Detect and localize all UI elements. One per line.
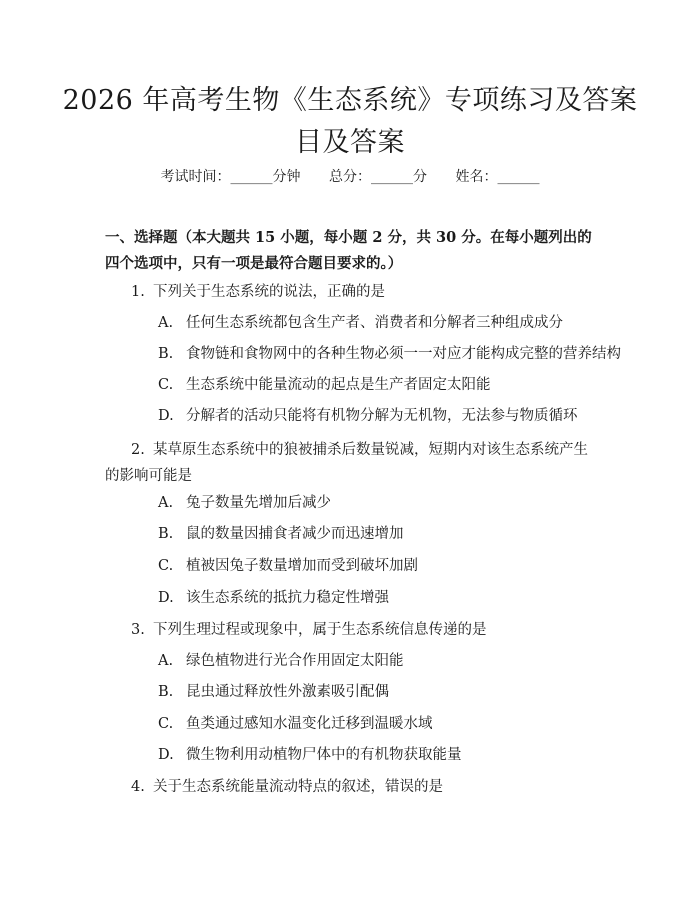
option-letter: D. <box>158 590 174 606</box>
option-text: 任何生态系统都包含生产者、消费者和分解者三种组成成分 <box>186 315 563 331</box>
question-number: 1. <box>131 284 145 300</box>
question-3-option-a <box>158 650 608 672</box>
question-3 <box>105 617 600 643</box>
exam-meta-line <box>0 166 700 188</box>
question-2-option-b <box>158 523 608 545</box>
question-text: 某草原生态系统中的狼被捕杀后数量锐减，短期内对该生态系统产生的影响可能是 <box>105 442 588 484</box>
exam-time-unit: 分钟 <box>272 169 301 185</box>
total-score-field <box>329 169 431 185</box>
option-text: 分解者的活动只能将有机物分解为无机物，无法参与物质循环 <box>186 408 578 424</box>
option-letter: B. <box>158 526 174 542</box>
question-2-option-d <box>158 587 608 609</box>
option-text: 兔子数量先增加后减少 <box>186 495 331 511</box>
question-3-option-c <box>158 713 608 735</box>
student-name-blank: ______ <box>497 169 540 185</box>
option-letter: C. <box>158 716 174 732</box>
exam-time-field <box>161 169 305 185</box>
option-letter: B. <box>158 684 174 700</box>
question-1-option-c <box>158 374 608 396</box>
page-title: 2026 年高考生物《生态系统》专项练习及答案目及答案 <box>62 85 638 158</box>
question-number: 2. <box>131 442 145 458</box>
question-2 <box>105 437 600 489</box>
option-letter: A. <box>158 653 174 669</box>
question-text: 下列生理过程或现象中，属于生态系统信息传递的是 <box>153 622 487 638</box>
option-letter: D. <box>158 408 174 424</box>
option-letter: C. <box>158 377 174 393</box>
option-text: 昆虫通过释放性外激素吸引配偶 <box>186 684 389 700</box>
option-text: 绿色植物进行光合作用固定太阳能 <box>186 653 404 669</box>
option-letter: D. <box>158 747 174 763</box>
exam-time-blank: ______ <box>230 169 273 185</box>
question-3-option-d <box>158 744 608 766</box>
question-2-option-c <box>158 555 608 577</box>
exam-time-label: 考试时间： <box>160 169 231 185</box>
question-text: 下列关于生态系统的说法，正确的是 <box>153 284 385 300</box>
total-score-label: 总分： <box>329 169 371 185</box>
question-number: 4. <box>131 779 145 795</box>
question-1-option-a <box>158 312 608 334</box>
question-1 <box>105 279 600 305</box>
option-text: 鱼类通过感知水温变化迁移到温暖水域 <box>186 716 433 732</box>
section-heading: 一、选择题（本大题共 15 小题，每小题 2 分，共 30 分。在每小题列出的四个选项中，只有一项是最符合题目要求的。） <box>105 229 592 272</box>
total-score-blank: ______ <box>371 169 413 185</box>
option-letter: A. <box>158 315 174 331</box>
question-number: 3. <box>131 622 145 638</box>
question-1-option-d <box>158 405 608 427</box>
option-letter: A. <box>158 495 174 511</box>
student-name-label: 姓名： <box>455 169 498 185</box>
question-1-option-b <box>158 343 621 365</box>
student-name-field <box>455 169 539 185</box>
total-score-unit: 分 <box>413 169 427 185</box>
question-text: 关于生态系统能量流动特点的叙述，错误的是 <box>153 779 443 795</box>
option-text: 微生物利用动植物尸体中的有机物获取能量 <box>186 747 462 763</box>
question-3-option-b <box>158 681 608 703</box>
option-text: 食物链和食物网中的各种生物必须一一对应才能构成完整的营养结构 <box>186 346 621 362</box>
option-text: 植被因兔子数量增加而受到破坏加剧 <box>186 558 418 574</box>
option-letter: B. <box>158 346 174 362</box>
option-letter: C. <box>158 558 174 574</box>
option-text: 生态系统中能量流动的起点是生产者固定太阳能 <box>186 377 491 393</box>
option-text: 鼠的数量因捕食者减少而迅速增加 <box>186 526 404 542</box>
question-2-option-a <box>158 492 608 514</box>
option-text: 该生态系统的抵抗力稳定性增强 <box>186 590 389 606</box>
question-4 <box>105 774 600 800</box>
